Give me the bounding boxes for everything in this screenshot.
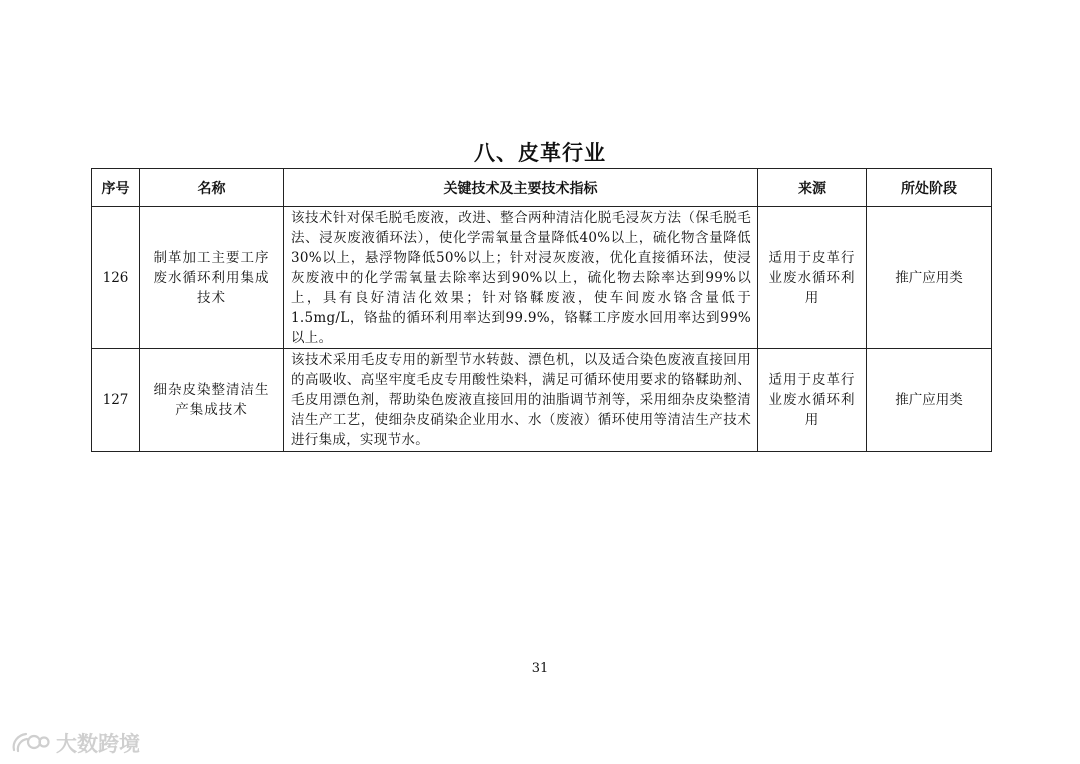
header-name: 名称 — [140, 169, 284, 207]
technology-description: 该技术针对保毛脱毛废液，改进、整合两种清洁化脱毛浸灰方法（保毛脱毛法、浸灰废液循环法），使化学需氧量含量降低40%以上，硫化物含量降低30%以上，悬浮物降低50%以上；针对浸灰废液，优化直接循环法，使浸灰废液中的化学需氧量去除率达到90%以上，硫化物去除率达到99%以上，具有良好清洁化效果；针对铬鞣废液，使车间废水铬含量低于1.5mg/L，铬盐的循环利用率达到99.9%，铬鞣工序废水回用率达到99%以上。 — [284, 207, 758, 349]
table-header-row — [92, 169, 992, 207]
technology-name: 细杂皮染整清洁生产集成技术 — [140, 349, 284, 452]
weibo-logo-icon — [10, 730, 50, 756]
technology-source: 适用于皮革行业废水循环利用 — [758, 349, 867, 452]
watermark-text: 大数跨境 — [56, 732, 140, 756]
technology-name: 制革加工主要工序废水循环利用集成技术 — [140, 207, 284, 349]
watermark — [10, 728, 140, 758]
row-number: 126 — [92, 207, 140, 349]
header-source: 来源 — [758, 169, 867, 207]
section-title: 八、皮革行业 — [474, 141, 606, 165]
header-description: 关键技术及主要技术指标 — [284, 169, 758, 207]
table-row — [92, 207, 992, 349]
table-row — [92, 349, 992, 452]
page-number: 31 — [531, 661, 549, 676]
technology-stage: 推广应用类 — [867, 349, 992, 452]
row-number: 127 — [92, 349, 140, 452]
header-stage: 所处阶段 — [867, 169, 992, 207]
technology-table — [91, 168, 992, 452]
header-no: 序号 — [92, 169, 140, 207]
technology-description: 该技术采用毛皮专用的新型节水转鼓、漂色机，以及适合染色废液直接回用的高吸收、高坚牢度毛皮专用酸性染料，满足可循环使用要求的铬鞣助剂、毛皮用漂色剂，帮助染色废液直接回用的油脂调节剂等，采用细杂皮染整清洁生产工艺，使细杂皮硝染企业用水、水（废液）循环使用等清洁生产技术进行集成，实现节水。 — [284, 349, 758, 452]
technology-source: 适用于皮革行业废水循环利用 — [758, 207, 867, 349]
technology-stage: 推广应用类 — [867, 207, 992, 349]
